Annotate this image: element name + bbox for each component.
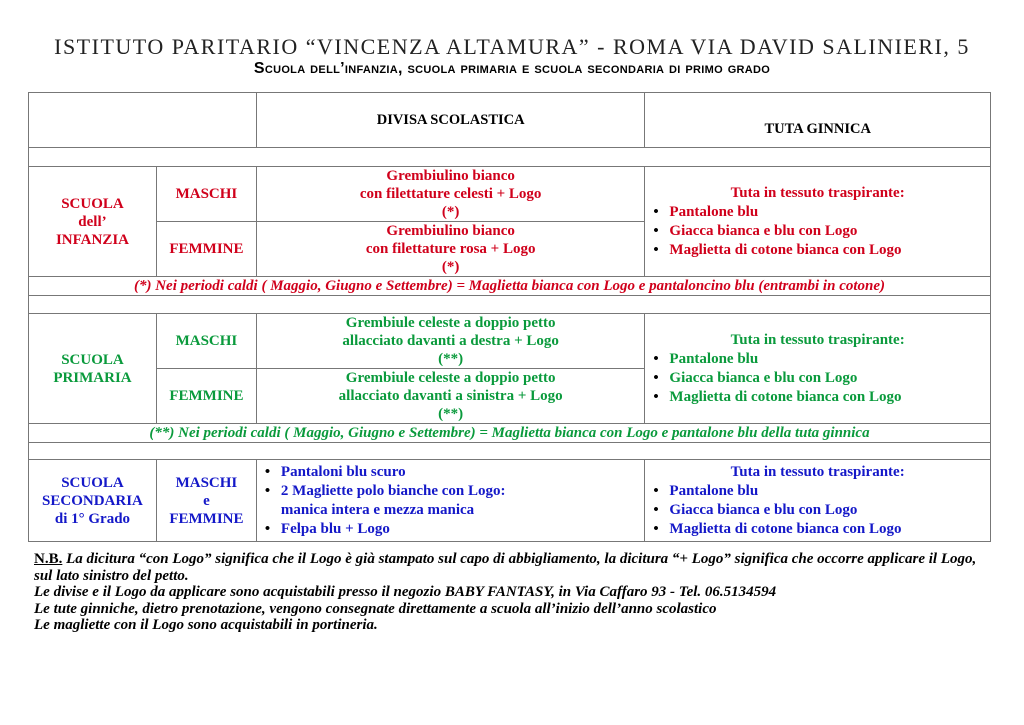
- school-label-line: SCUOLA: [61, 195, 124, 212]
- list-item: • Giacca bianca e blu con Logo: [651, 501, 990, 520]
- tuta-list: [645, 203, 990, 260]
- infanzia-maschi-row: [29, 167, 991, 222]
- divisa-line: (*): [441, 259, 460, 275]
- list-item-subtext: manica intera e mezza manica: [280, 501, 475, 518]
- tuta-title: Tuta in tessuto traspirante:: [730, 463, 905, 480]
- school-secondaria: [29, 460, 157, 542]
- tuta-title: Tuta in tessuto traspirante:: [730, 184, 905, 201]
- gender-femmine: FEMMINE: [156, 222, 256, 277]
- divisa-line: Grembiulino bianco: [386, 168, 515, 184]
- tuta-list: [645, 482, 990, 539]
- infanzia-note: (*) Nei periodi caldi ( Maggio, Giugno e Settembre) = Maglietta bianca con Logo e pantaloncino blu (entrambi in cotone): [29, 277, 991, 296]
- nb-label: N.B.: [34, 551, 63, 567]
- col-header-tuta: TUTA GINNICA: [645, 93, 991, 148]
- divisa-line: allacciato davanti a sinistra + Logo: [338, 388, 563, 404]
- school-label-line: SCUOLA: [61, 351, 124, 368]
- gender-line: e: [203, 492, 210, 509]
- list-item: • Giacca bianca e blu con Logo: [651, 369, 990, 388]
- list-item: • Pantalone blu: [651, 482, 990, 501]
- tuta-primaria: [645, 314, 991, 424]
- school-label-line: SCUOLA: [61, 474, 124, 491]
- divisa-line: Grembiule celeste a doppio petto: [345, 315, 556, 331]
- infanzia-note-row: [29, 277, 991, 296]
- divisa-secondaria: [256, 460, 645, 542]
- tuta-infanzia: [645, 167, 991, 277]
- list-item: [263, 482, 645, 520]
- school-label-line: dell’: [78, 213, 107, 230]
- list-item: • Maglietta di cotone bianca con Logo: [651, 520, 990, 539]
- secondaria-row: [29, 460, 991, 542]
- divisa-infanzia-femmine: [256, 222, 645, 277]
- divisa-line: con filettature celesti + Logo: [359, 186, 542, 202]
- gender-maschi: MASCHI: [156, 314, 256, 369]
- divisa-list: [257, 463, 645, 539]
- spacer-row: [29, 443, 991, 460]
- gender-maschi-femmine: [156, 460, 256, 542]
- school-infanzia: [29, 167, 157, 277]
- list-item-text: 2 Magliette polo bianche con Logo:: [280, 482, 506, 499]
- school-primaria: [29, 314, 157, 424]
- header-empty-cell: [29, 93, 257, 148]
- document-subtitle: Scuola dell’infanzia, scuola primaria e scuola secondaria di primo grado: [253, 60, 771, 77]
- school-label-line: PRIMARIA: [53, 369, 132, 386]
- table-header-row: [29, 93, 991, 148]
- footnotes: [34, 551, 994, 634]
- list-item: • Pantaloni blu scuro: [263, 463, 645, 482]
- divisa-line: con filettature rosa + Logo: [365, 241, 536, 257]
- list-item: • Maglietta di cotone bianca con Logo: [651, 241, 990, 260]
- list-item: • Maglietta di cotone bianca con Logo: [651, 388, 990, 407]
- spacer-row: [29, 296, 991, 314]
- divisa-line: (**): [438, 351, 464, 367]
- gender-femmine: FEMMINE: [156, 369, 256, 424]
- primaria-note: (**) Nei periodi caldi ( Maggio, Giugno e Settembre) = Maglietta bianca con Logo e pantalone blu della tuta ginnica: [29, 424, 991, 443]
- list-item: • Pantalone blu: [651, 203, 990, 222]
- footnote-line: Le tute ginniche, dietro prenotazione, vengono consegnate direttamente a scuola all’inizio dell’anno scolastico: [34, 600, 717, 617]
- divisa-primaria-maschi: [256, 314, 645, 369]
- tuta-title: Tuta in tessuto traspirante:: [730, 331, 905, 348]
- gender-line: FEMMINE: [169, 510, 244, 527]
- divisa-line: allacciato davanti a destra + Logo: [342, 333, 559, 349]
- footnote-text: La dicitura “con Logo” significa che il Logo è già stampato sul capo di abbigliamento, la dicitura “+ Logo” significa che occorre applicare il Logo, sul lato sinistro del petto.: [34, 551, 977, 584]
- tuta-list: [645, 350, 990, 407]
- uniform-table: [28, 92, 991, 542]
- divisa-line: Grembiulino bianco: [386, 223, 515, 239]
- list-item: • Felpa blu + Logo: [263, 520, 645, 539]
- divisa-line: (*): [441, 204, 460, 220]
- tuta-secondaria: [645, 460, 991, 542]
- footnote-line: [34, 551, 994, 584]
- spacer-row: [29, 148, 991, 167]
- divisa-infanzia-maschi: [256, 167, 645, 222]
- divisa-line: (**): [438, 406, 464, 422]
- school-label-line: INFANZIA: [55, 231, 129, 248]
- gender-maschi: MASCHI: [156, 167, 256, 222]
- divisa-primaria-femmine: [256, 369, 645, 424]
- col-header-divisa: DIVISA SCOLASTICA: [256, 93, 645, 148]
- gender-line: MASCHI: [175, 474, 238, 491]
- divisa-line: Grembiule celeste a doppio petto: [345, 370, 556, 386]
- footnote-line: Le magliette con il Logo sono acquistabili in portineria.: [34, 617, 378, 633]
- primaria-maschi-row: [29, 314, 991, 369]
- footnote-line: Le divise e il Logo da applicare sono acquistabili presso il negozio BABY FANTASY, in Via Caffaro 93 - Tel. 06.5134594: [34, 584, 777, 600]
- list-item: • Pantalone blu: [651, 350, 990, 369]
- document-title: ISTITUTO PARITARIO “VINCENZA ALTAMURA” - ROMA VIA DAVID SALINIERI, 5: [54, 34, 970, 59]
- list-item: • Giacca bianca e blu con Logo: [651, 222, 990, 241]
- school-label-line: SECONDARIA: [42, 492, 143, 509]
- primaria-note-row: [29, 424, 991, 443]
- school-label-line: di 1° Grado: [54, 510, 131, 527]
